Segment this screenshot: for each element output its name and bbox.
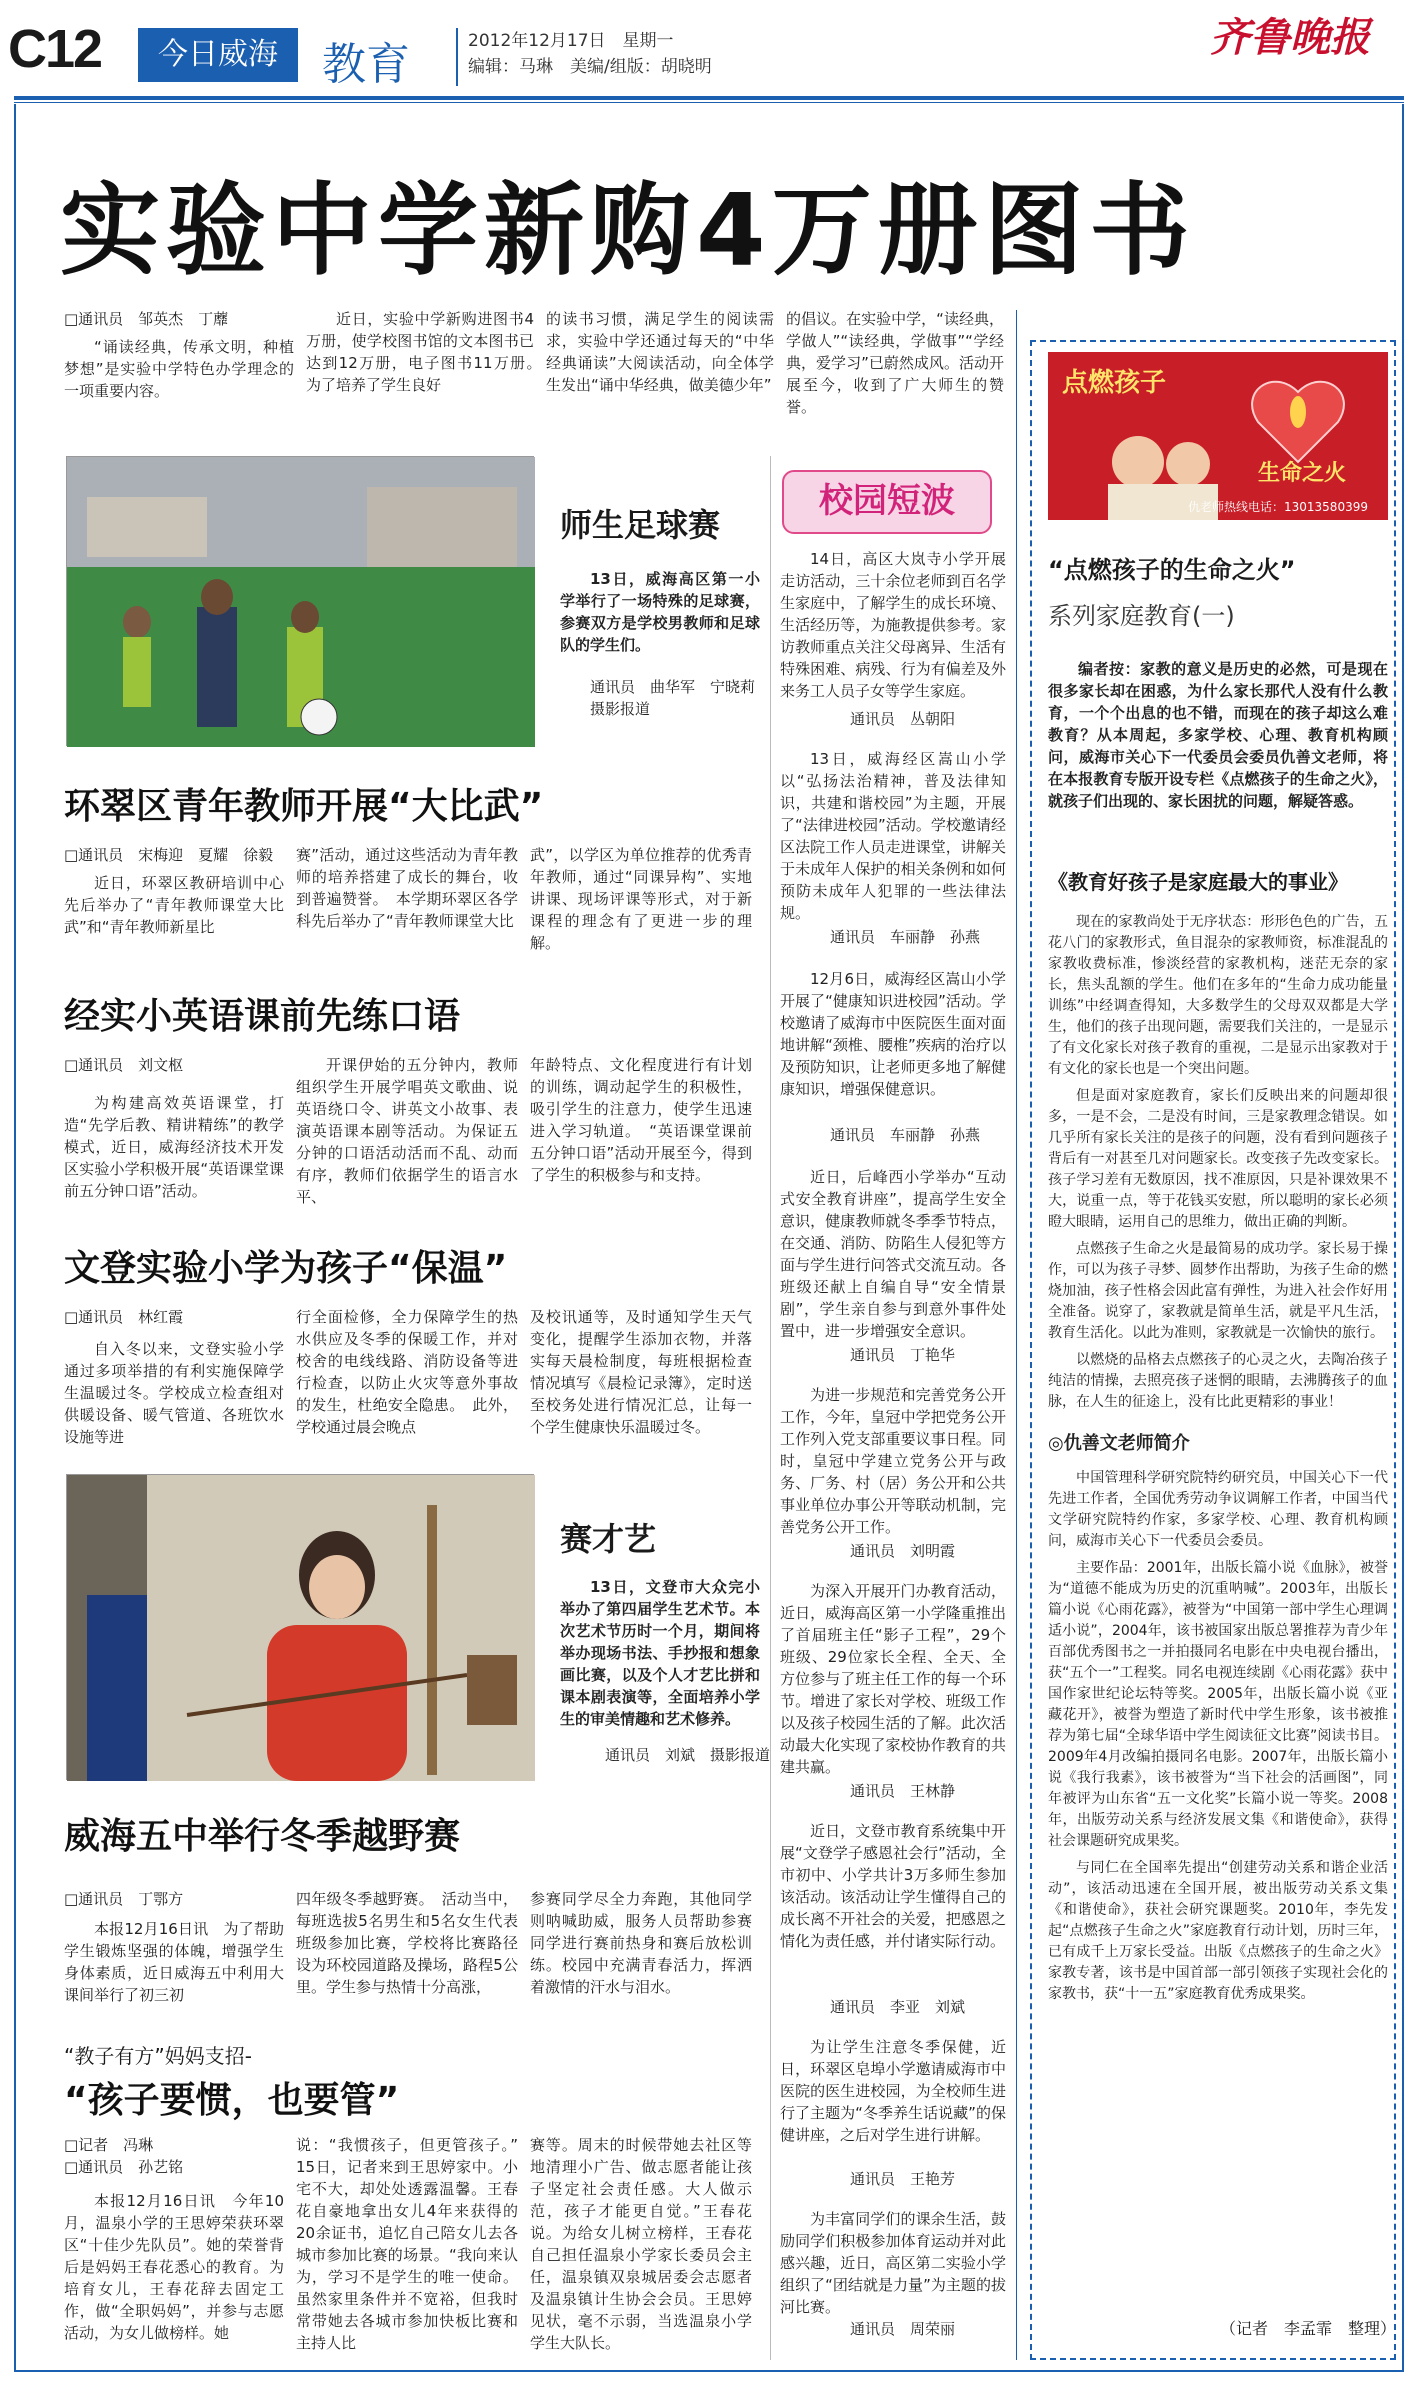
brief-text: 14日，高区大岚寺小学开展走访活动，三十余位老师到百名学生家庭中，了解学生的成长环境、生活经历等，为施教提供参考。家访教师重点关注父母离异、生活有特殊困难、病残、行为有偏差及外来务工人员子女等学生家庭。	[780, 550, 1006, 700]
wuzhong-col-3: 参赛同学尽全力奔跑，其他同学则呐喊助威，服务人员帮助参赛同学进行赛前热身和赛后放松训练。校园中充满青春活力，挥洒着激情的汗水与泪水。	[530, 1890, 752, 1996]
brief-text: 12月6日，威海经区嵩山小学开展了“健康知识进校园”活动。学校邀请了威海市中医院医生面对面地讲解“颈椎、腰椎”疾病的治疗以及预防知识，让老师更多地了解健康知识，增强保健意识。	[780, 970, 1006, 1098]
sidebar-ad	[1048, 352, 1388, 520]
wendeng-col-1: 自入冬以来，文登实验小学通过多项举措的有利实施保障学生温暖过冬。学校成立检查组对供暖设备、暖气管道、各班饮水设施等进	[64, 1340, 284, 1446]
football-byline: 通讯员 曲华军 宁晓莉 摄影报道	[590, 678, 771, 718]
english-col-1: 为构建高效英语课堂，打造“先学后教、精讲精练”的教学模式，近日，威海经济技术开发区实验小学积极开展“英语课堂课前五分钟口语”活动。	[64, 1094, 284, 1200]
football-text: 13日，威海高区第一小学举行了一场特殊的足球赛，参赛双方是学校男教师和足球队的学生们。	[560, 570, 760, 654]
section-badge: 今日威海	[138, 28, 298, 82]
kid-col-3: 赛等。周末的时候带她去社区等地清理小广告、做志愿者能让孩子坚定社会责任感。大人做示范，孩子才能更自觉。”王春花说。为给女儿树立榜样，王春花自己担任温泉小学家长委员会主任，温泉镇双泉城居委会志愿者及温泉镇计生协会会员。王思婷见状，毫不示弱，当选温泉小学学生大队长。	[530, 2136, 752, 2352]
column-divider	[770, 456, 771, 2360]
english-col-3: 年龄特点、文化程度进行有计划的训练，调动起学生的积极性，吸引学生的注意力，使学生迅速进入学习轨道。 “英语课堂课前五分钟口语”活动开展至今，得到了学生的积极参与和支持。	[530, 1056, 752, 1184]
headline-byline: □通讯员 邹英杰 丁蘼	[64, 310, 229, 328]
brief-text: 为让学生注意冬季保健，近日，环翠区皂埠小学邀请威海市中医院的医生进校园，为全校师生进行了主题为“冬季养生话说藏”的保健讲座，之后对学生进行讲解。	[780, 2038, 1006, 2144]
series-title: “点燃孩子的生命之火”	[1048, 556, 1296, 584]
headline-col-2: 近日，实验中学新购进图书4万册，使学校图书馆的文本图书已达到12万册，电子图书11万册。 为了培养了学生良好	[306, 310, 550, 394]
talent-byline: 通讯员 刘斌 摄影报道	[604, 1746, 770, 1764]
huancui-col-2: 赛”活动，通过这些活动为青年教师的培养搭建了成长的舞台，收到普遍赞誉。 本学期环翠区各学科先后举办了“青年教师课堂大比	[296, 846, 518, 930]
brief-byline: 通讯员 王林静	[850, 1782, 956, 1800]
headline-col-1: “诵读经典，传承文明，种植梦想”是实验中学特色办学理念的一项重要内容。	[64, 338, 294, 400]
wuzhong-byline: □通讯员 丁鄂方	[64, 1890, 184, 1908]
campus-briefs-logo: 校园短波	[782, 470, 992, 534]
brief-text: 13日，威海经区嵩山小学以“弘扬法治精神，普及法律知识，共建和谐校园”为主题，开展了“法律进校园”活动。学校邀请经区法院工作人员走进课堂，讲解关于未成年人保护的相关条例和如何预防未成年人犯罪的一些法律法规。	[780, 750, 1006, 922]
huancui-col-1: 近日，环翠区教研培训中心先后举办了“青年教师课堂大比武”和“青年教师新星比	[64, 874, 284, 936]
kid-title: “孩子要惯，也要管”	[64, 2080, 400, 2121]
page-number: C12	[8, 19, 102, 79]
wuzhong-title: 威海五中举行冬季越野赛	[64, 1816, 461, 1857]
brief-byline: 通讯员 周荣丽	[850, 2320, 956, 2338]
column-name: 教育	[322, 39, 410, 90]
header-rule	[14, 96, 1404, 100]
brief-byline: 通讯员 李亚 刘斌	[830, 1998, 966, 2016]
brief-byline: 通讯员 王艳芳	[850, 2170, 956, 2188]
essay-paragraph: 现在的家教尚处于无序状态：形形色色的广告，五花八门的家教形式，鱼目混杂的家教师资，标准混乱的家教收费标准，惨淡经营的家教机构，迷茫无奈的家长，焦头乱额的学生。他们在多年的“生命力成功能量训练”中经调查得知，大多数学生的父母双双都是大学生，他们的孩子出现问题，需要我们关注的，一是显示了有文化家长对孩子教育的重视，二是显示出家教对于有文化的家长也是一个突出问题。	[1048, 914, 1388, 1077]
newspaper-logo: 齐鲁晚报	[1210, 14, 1370, 61]
essay-paragraph: 但是面对家庭教育，家长们反映出来的问题却很多，一是不会，二是没有时间，三是家教理念错误。如几乎所有家长关注的是孩子的问题，没有看到问题孩子背后有一对甚至几对问题家长。改变孩子先改变家长。孩子学习差有无数原因，找不准原因，只是补课效果不大，说重一点，等于花钱买安慰，所以聪明的家长必须瞪大眼睛，运用自己的思维力，做出正确的判断。	[1048, 1088, 1388, 1230]
sidebar-divider	[1016, 310, 1017, 2360]
talent-photo-art	[67, 1475, 535, 1781]
editor-note: 编者按：家教的意义是历史的必然，可是现在很多家长却在困惑，为什么家长那代人没有什么教育，一个个出息的也不错，而现在的孩子却这么难教育？从本周起，多家学校、心理、教育机构顾问，威海市关心下一代委员会委员仇善文老师，将在本报教育专版开设专栏《点燃孩子的生命之火》，就孩子们出现的、家长困扰的问题，解疑答惑。	[1048, 660, 1388, 810]
wendeng-byline: □通讯员 林红霞	[64, 1308, 184, 1326]
talent-text: 13日，文登市大众完小举办了第四届学生艺术节。本次艺术节历时一个月，期间将举办现场书法、手抄报和想象画比赛，以及个人才艺比拼和课本剧表演等，全面培养小学生的审美情趣和艺术修养。	[560, 1578, 760, 1728]
essay-paragraph: 点燃孩子生命之火是最简易的成功学。家长易于操作，可以为孩子寻梦、圆梦作出帮助，为孩子生命的燃烧加油，孩子性格会因此富有弹性，为进入社会作好用全准备。说穿了，家教就是简单生活，就是平凡生活，教育生活化。以此为准则，家教就是一次愉快的旅行。	[1048, 1241, 1388, 1341]
brief-text: 为进一步规范和完善党务公开工作，今年，皇冠中学把党务公开工作列入党支部重要议事日程。同时，皇冠中学建立党务公开与政务、厂务、村（居）务公开和公共事业单位办事公开等联动机制，完善党务公开工作。	[780, 1386, 1006, 1536]
bio-paragraph: 与同仁在全国率先提出“创建劳动关系和谐企业活动”，该活动迅速在全国开展，被出版劳动关系文集《和谐使命》，获社会研究课题奖。2010年，李先发起“点燃孩子生命之火”家庭教育行动计划，历时三年，已有成千上万家长受益。出版《点燃孩子的生命之火》家教专著，该书是中国首部一部引领孩子实现社会化的家教书，获“十一五”家庭教育优秀成果奖。	[1048, 1860, 1388, 2002]
main-headline: 实验中学新购4万册图书	[60, 172, 1196, 289]
brief-byline: 通讯员 丁艳华	[850, 1346, 956, 1364]
wendeng-col-2: 行全面检修，全力保障学生的热水供应及冬季的保暖工作，并对校舍的电线线路、消防设备等进行检查，以防止火灾等意外事故的发生，杜绝安全隐患。 此外，学校通过晨会晚点	[296, 1308, 518, 1436]
sidebar-ad-phone: 仇老师热线电话：13013580399	[1188, 500, 1368, 514]
football-photo	[66, 456, 534, 746]
football-photo-art	[67, 457, 535, 747]
brief-text: 近日，后峰西小学举办“互动式安全教育讲座”，提高学生安全意识，健康教师就冬季季节特点，在交通、消防、防陷生人侵犯等方面与学生进行问答式交流互动。各班级还献上自编自导“安全情景剧”，学生亲自参与到意外事件处置中，进一步增强安全意识。	[780, 1168, 1006, 1340]
issue-info	[456, 28, 712, 86]
essay-body	[1048, 912, 1388, 2042]
issue-editors: 编辑：马琳 美编/组版：胡晓明	[468, 57, 712, 77]
kid-byline-reporter: □记者 冯琳	[64, 2136, 154, 2154]
brief-text: 近日，文登市教育系统集中开展“文登学子感恩社会行”活动，全市初中、小学共计3万多师生参加该活动。该活动让学生懂得自己的成长离不开社会的关爱，把感恩之情化为责任感，并付诸实际行动。	[780, 1822, 1006, 1950]
kid-kicker: “教子有方”妈妈支招-	[64, 2044, 252, 2068]
wuzhong-col-1: 本报12月16日讯 为了帮助学生锻炼坚强的体魄，增强学生身体素质，近日威海五中利用大课间举行了初三初	[64, 1920, 284, 2004]
page-header	[0, 0, 1417, 92]
wuzhong-col-2: 四年级冬季越野赛。 活动当中，每班选拔5名男生和5名女生代表班级参加比赛，学校将比赛路径设为环校园道路及操场，路程5公里。学生参与热情十分高涨，	[296, 1890, 518, 1996]
headline-col-4: 的倡议。在实验中学，“读经典，学做人”“读经典，学做事”“学经典，爱学习”已蔚然成风。活动开展至今，收到了广大师生的赞誉。	[786, 310, 1004, 416]
brief-byline: 通讯员 刘明霞	[850, 1542, 956, 1560]
brief-text: 为深入开展开门办教育活动，近日，威海高区第一小学隆重推出了首届班主任“影子工程”，29个班级、29位家长全程、全天、全方位参与了班主任工作的每一个环节。增进了家长对学校、班级工作以及孩子校园生活的了解。此次活动最大化实现了家校协作教育的共建共赢。	[780, 1582, 1006, 1776]
brief-byline: 通讯员 丛朝阳	[850, 710, 956, 728]
english-title: 经实小英语课前先练口语	[64, 996, 461, 1037]
huancui-col-3: 武”，以学区为单位推荐的优秀青年教师，通过“同课异构”、实地讲课、现场评课等形式，对于新课程的理念有了更进一步的理解。	[530, 846, 752, 952]
campus-briefs-column	[780, 548, 1006, 2358]
sidebar-ad-subtitle: 生命之火	[1258, 461, 1347, 486]
brief-byline: 通讯员 车丽静 孙燕	[830, 928, 981, 946]
essay-title: 《教育好孩子是家庭最大的事业》	[1048, 870, 1348, 894]
kid-byline-correspondent: □通讯员 孙艺铭	[64, 2158, 184, 2176]
talent-photo	[66, 1474, 534, 1780]
sidebar-credit: （记者 李孟霏 整理）	[1220, 2319, 1397, 2338]
english-byline: □通讯员 刘文枢	[64, 1056, 184, 1074]
series-subtitle: 系列家庭教育(一)	[1048, 602, 1235, 630]
bio-title: ◎仇善文老师简介	[1048, 1433, 1190, 1454]
wendeng-title: 文登实验小学为孩子“保温”	[64, 1248, 508, 1289]
wendeng-col-3: 及校讯通等，及时通知学生天气变化，提醒学生添加衣物，并落实每天晨检制度，每班根据检查情况填写《晨检记录簿》，定时送至校务处进行情况汇总，让每一个学生健康快乐温暖过冬。	[530, 1308, 752, 1436]
bio-paragraph: 主要作品：2001年，出版长篇小说《血脉》，被誉为“道德不能成为历史的沉重呐喊”。2003年，出版长篇小说《心雨花露》，被誉为“中国第一部中学生心理调适小说”，2004年，该书被国家出版总署推荐为青少年百部优秀图书之一并拍摄同名电影在中央电视台播出，获“五个一”工程奖。同名电视连续剧《心雨花露》获中国作家世纪论坛特等奖。2005年，出版长篇小说《亚藏花开》，被誉为塑造了新时代中学生形象，该书被推荐为第七届“全球华语中学生阅读征文比赛”阅读书目。2009年4月改编拍摄同名电影。2007年，出版长篇小说《我行我素》，该书被誉为“当下社会的活画图”，同年被评为山东省“五一文化奖”长篇小说一等奖。2008年，出版劳动关系与经济发展文集《和谐使命》，获得社会课题研究成果奖。	[1048, 1560, 1388, 1849]
headline-col-3: 的读书习惯，满足学生的阅读需求，实验中学还通过每天的“中华经典诵读”大阅读活动，向全体学生发出“诵中华经典，做美德少年”	[546, 310, 774, 394]
header-rule-thin	[14, 102, 1404, 103]
talent-title: 赛才艺	[560, 1520, 657, 1558]
football-title: 师生足球赛	[560, 506, 721, 544]
sidebar-ad-title: 点燃孩子	[1062, 368, 1167, 398]
kid-col-2: 说：“我惯孩子，但更管孩子。” 15日，记者来到王思婷家中。小宅不大，却处处透露温馨。王春花自豪地拿出女儿4年来获得的20余证书，追忆自己陪女儿去各城市参加比赛的场景。“我向来认为，学习不是学生的唯一使命。虽然家里条件并不宽裕，但我时常带她去各城市参加快板比赛和主持人比	[296, 2136, 534, 2352]
english-col-2: 开课伊始的五分钟内，教师组织学生开展学唱英文歌曲、说英语绕口令、讲英文小故事、表演英语课本剧等活动。为保证五分钟的口语活动活而不乱、动而有序，教师们依据学生的语言水平、	[296, 1056, 518, 1206]
brief-byline: 通讯员 车丽静 孙燕	[830, 1126, 981, 1144]
huancui-byline: □通讯员 宋梅迎 夏耀 徐毅	[64, 846, 274, 864]
issue-date: 2012年12月17日 星期一	[468, 31, 674, 51]
essay-paragraph: 以燃烧的品格去点燃孩子的心灵之火，去陶冶孩子纯洁的情操，去照亮孩子迷惘的眼睛，去沸腾孩子的血脉，在人生的征途上，没有比此更精彩的事业！	[1048, 1352, 1388, 1410]
kid-col-1: 本报12月16日讯 今年10月，温泉小学的王思婷荣获环翠区“十佳少先队员”。她的荣誉背后是妈妈王春花悉心的教育。为培育女儿，王春花辞去固定工作，做“全职妈妈”，并参与志愿活动，为女儿做榜样。她	[64, 2192, 284, 2342]
huancui-title: 环翠区青年教师开展“大比武”	[64, 786, 544, 827]
bio-paragraph: 中国管理科学研究院特约研究员，中国关心下一代先进工作者，全国优秀劳动争议调解工作者，中国当代文学研究院特约作家，多家学校、心理、教育机构顾问，威海市关心下一代委员会委员。	[1048, 1470, 1388, 1549]
brief-text: 为丰富同学们的课余生活，鼓励同学们积极参加体育运动并对此感兴趣，近日，高区第二实验小学组织了“团结就是力量”为主题的拔河比赛。	[780, 2210, 1006, 2316]
